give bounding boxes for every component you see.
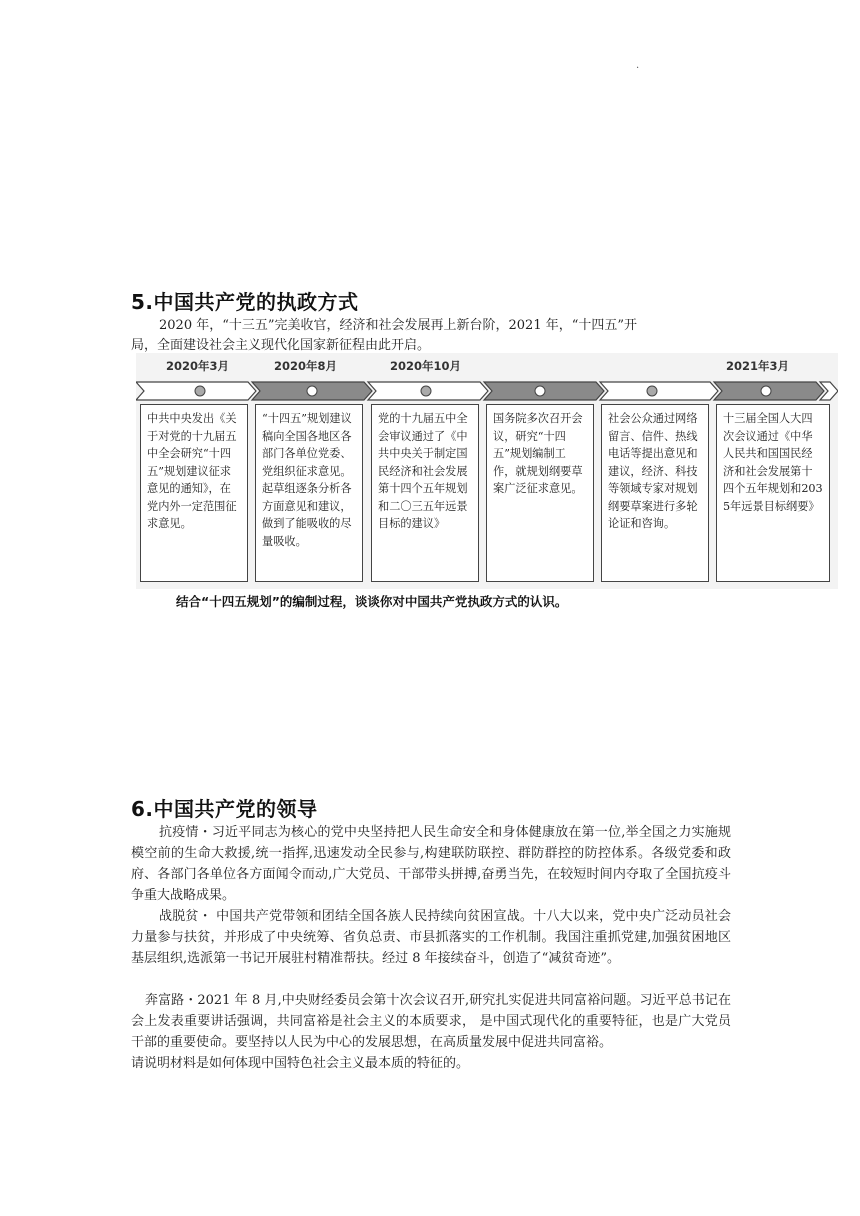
- section5-intro-line1: 2020 年，“十三五”完美收官，经济和社会发展再上新台阶，2021 年，“十四五”开: [159, 318, 638, 333]
- section5-heading: 5.中国共产党的执政方式: [131, 290, 359, 314]
- timeline-figure: [136, 353, 838, 589]
- timeline-box-1: 中共中央发出《关于对党的十九届五中全会研究“十四五”规划建议征求意见的通知》，在党内外一定范围征求意见。: [140, 404, 248, 582]
- section5-intro-line2: 局，全面建设社会主义现代化国家新征程由此开启。: [131, 338, 431, 353]
- timeline-box-6: 十三届全国人大四次会议通过《中华人民共和国国民经济和社会发展第十四个五年规划和2035年远景目标纲要》: [716, 404, 830, 582]
- timeline-node-6: [761, 386, 771, 396]
- timeline-box-4: 国务院多次召开会议，研究“十四五”规划编制工作，就规划纲要草案广泛征求意见。: [486, 404, 594, 582]
- timeline-arrow-segment-5: [600, 382, 718, 400]
- section6-paragraph-2: 战脱贫・ 中国共产党带领和团结全国各族人民持续向贫困宣战。十八大以来，党中央广泛动员社会力量参与扶贫，并形成了中央统筹、省负总责、市县抓落实的工作机制。我国注重抓党建,加强贫困地区基层组织,选派第一书记开展驻村精准帮扶。经过 8 年接续奋斗，创造了“减贫奇迹”。: [131, 909, 731, 966]
- section6-question: 请说明材料是如何体现中国特色社会主义最本质的特征的。: [131, 1056, 470, 1071]
- timeline-box-2: “十四五”规划建议稿向全国各地区各部门各单位党委、党组织征求意见。起草组逐条分析各方面意见和建议，做到了能吸收的尽量吸收。: [255, 404, 363, 582]
- section6-heading: 6.中国共产党的领导: [131, 797, 318, 821]
- timeline-node-3: [421, 386, 431, 396]
- timeline-box-5: 社会公众通过网络留言、信件、热线电话等提出意见和建议，经济、科技等领域专家对规划纲要草案进行多轮论证和咨询。: [601, 404, 709, 582]
- timeline-date-1: 2020年3月: [166, 359, 230, 373]
- timeline-node-5: [647, 386, 657, 396]
- timeline-arrow-band: [136, 379, 838, 403]
- section6-paragraph-3: 奔富路・2021 年 8 月,中央财经委员会第十次会议召开,研究扎实促进共同富裕问题。习近平总书记在会上发表重要讲话强调，共同富裕是社会主义的本质要求， 是中国式现代化的重要特征，也是广大党员干部的重要使命。要坚持以人民为中心的发展思想，在高质量发展中促进共同富裕。: [131, 993, 731, 1050]
- page-mark: .: [636, 60, 640, 71]
- timeline-date-6: 2021年3月: [726, 359, 790, 373]
- timeline-box-3: 党的十九届五中全会审议通过了《中共中央关于制定国民经济和社会发展第十四个五年规划和二〇三五年远景目标的建议》: [371, 404, 479, 582]
- timeline-node-1: [195, 386, 205, 396]
- section6-paragraph-1: 抗疫情・习近平同志为核心的党中央坚持把人民生命安全和身体健康放在第一位,举全国之力实施规模空前的生命大救援,统一指挥,迅速发动全民参与,构建联防联控、群防群控的防控体系。各级党委和政府、各部门各单位各方面闻令而动,广大党员、干部带头拼搏,奋勇当先，在较短时间内夺取了全国抗疫斗争重大战略成果。: [131, 825, 731, 903]
- timeline-date-3: 2020年10月: [390, 359, 462, 373]
- timeline-node-4: [535, 386, 545, 396]
- timeline-node-2: [307, 386, 317, 396]
- timeline-date-2: 2020年8月: [274, 359, 338, 373]
- section5-question: 结合“十四五规划”的编制过程，谈谈你对中国共产党执政方式的认识。: [176, 594, 568, 609]
